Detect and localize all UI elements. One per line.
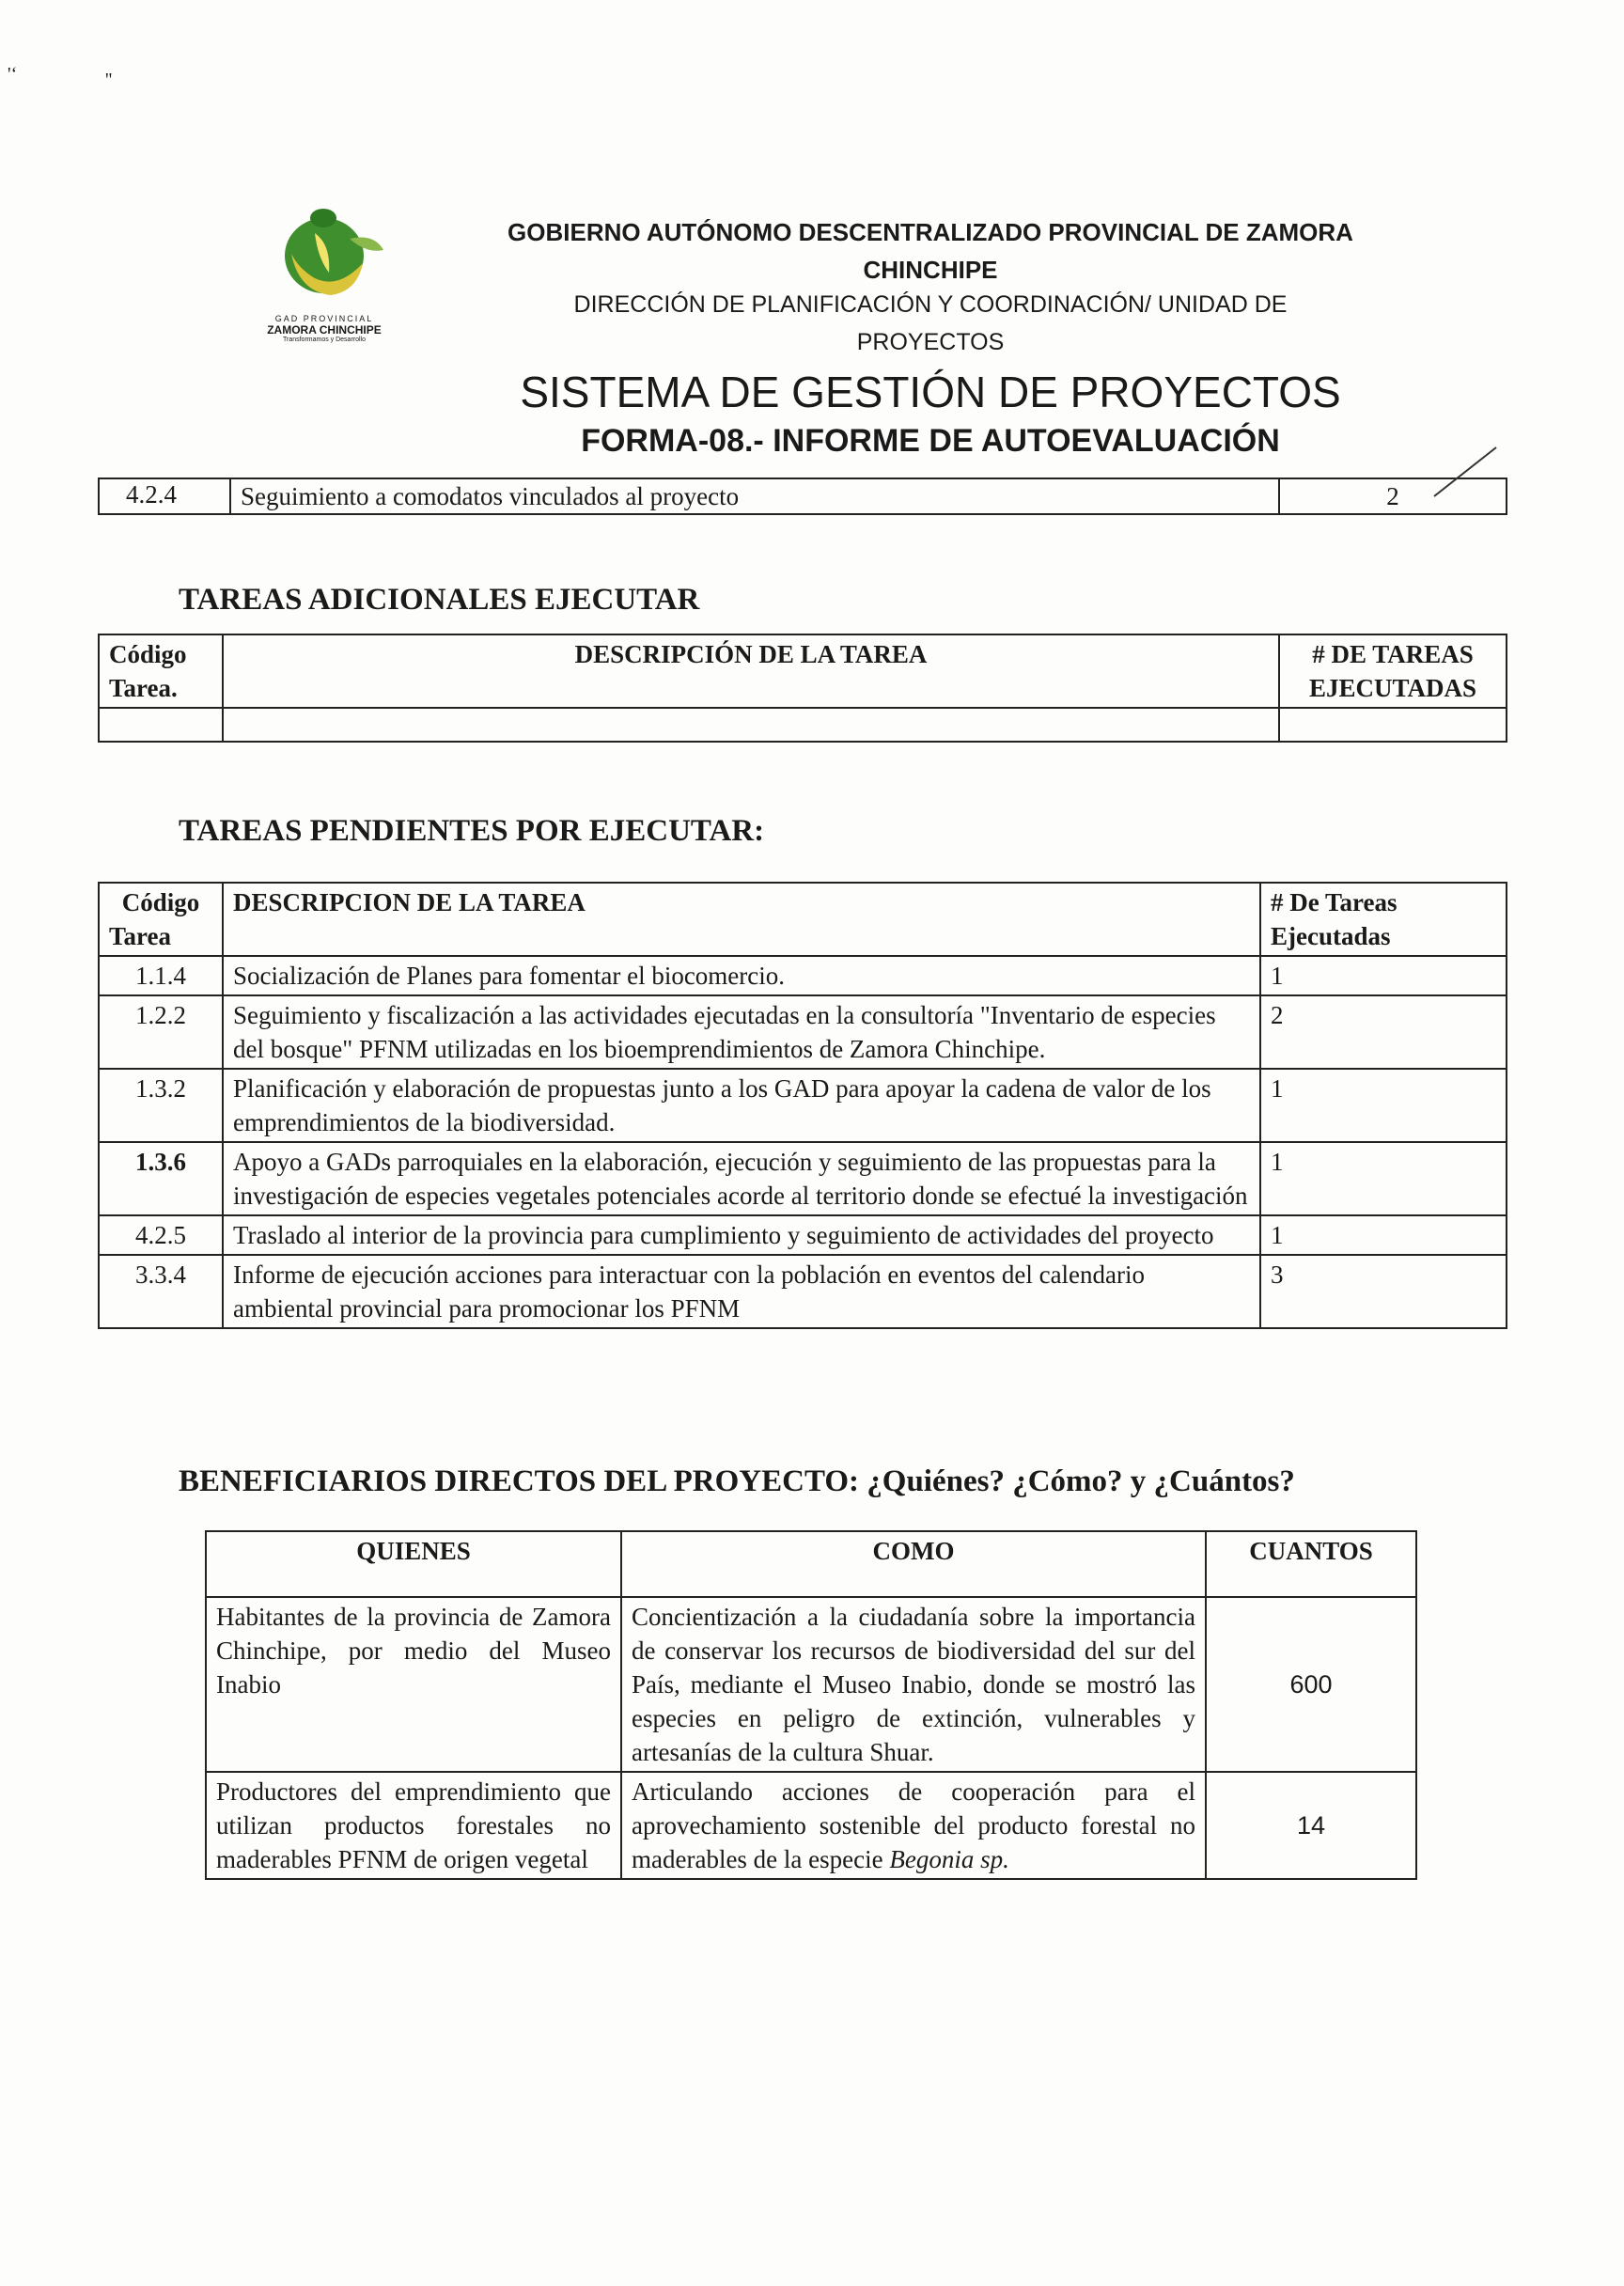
col-who: QUIENES xyxy=(206,1531,621,1597)
task-description: Apoyo a GADs parroquiales en la elaboración, ejecución y seguimiento de las propuestas para la investigación de especies vegetales potenciales acorde al territorio donde se efectué la investigación xyxy=(223,1142,1260,1215)
col-description: DESCRIPCIÓN DE LA TAREA xyxy=(223,634,1279,708)
task-code: 4.2.4 xyxy=(99,478,230,514)
logo-line-3: Transformamos y Desarrollo xyxy=(282,337,367,343)
table-row-empty xyxy=(99,708,1507,742)
col-count: CUANTOS xyxy=(1206,1531,1416,1597)
beneficiary-count-value: 14 xyxy=(1296,1811,1326,1840)
beneficiary-count-value: 600 xyxy=(1289,1670,1333,1699)
col-code-line-2: Tarea. xyxy=(109,674,178,702)
pending-tasks-table xyxy=(98,882,1507,1329)
beneficiary-how-text: Articulando acciones de cooperación para el aprovechamiento sostenible del producto forestal no maderables de la especie xyxy=(632,1777,1195,1873)
logo-emblem-icon xyxy=(226,197,423,315)
additional-tasks-table xyxy=(98,634,1507,743)
col-description: DESCRIPCION DE LA TAREA xyxy=(223,883,1260,956)
col-count-line-2: Ejecutadas xyxy=(1271,922,1391,950)
header-line-1: GOBIERNO AUTÓNOMO DESCENTRALIZADO PROVINCIAL DE ZAMORA xyxy=(508,218,1353,246)
table-header-row xyxy=(99,634,1507,708)
table-row xyxy=(206,1597,1416,1772)
beneficiaries-title: BENEFICIARIOS DIRECTOS DEL PROYECTO: ¿Quiénes? ¿Cómo? y ¿Cuántos? xyxy=(179,1464,1295,1498)
additional-tasks-title: TAREAS ADICIONALES EJECUTAR xyxy=(179,583,700,617)
system-title: SISTEMA DE GESTIÓN DE PROYECTOS xyxy=(520,368,1341,416)
beneficiary-who: Productores del emprendimiento que utilizan productos forestales no maderables PFNM de origen vegetal xyxy=(206,1772,621,1879)
header-line-2: CHINCHIPE xyxy=(863,256,998,284)
task-description: Planificación y elaboración de propuestas junto a los GAD para apoyar la cadena de valor de los emprendimientos de la biodiversidad. xyxy=(223,1069,1260,1142)
table-row xyxy=(99,1142,1507,1215)
col-count-line-1: # De Tareas xyxy=(1271,888,1398,916)
col-code-line-1: Código xyxy=(121,888,200,916)
beneficiary-who: Habitantes de la provincia de Zamora Chinchipe, por medio del Museo Inabio xyxy=(206,1597,621,1772)
logo-line-2: ZAMORA CHINCHIPE xyxy=(267,323,382,337)
col-code xyxy=(99,883,223,956)
pending-tasks-title: TAREAS PENDIENTES POR EJECUTAR: xyxy=(179,814,765,848)
logo xyxy=(226,197,423,348)
scan-mark-right: '' xyxy=(105,70,113,90)
task-count: 1 xyxy=(1260,1215,1507,1255)
table-row xyxy=(99,1255,1507,1328)
task-description: Socialización de Planes para fomentar el biocomercio. xyxy=(223,956,1260,995)
task-count: 3 xyxy=(1260,1255,1507,1328)
beneficiaries-table xyxy=(205,1530,1417,1880)
table-header-row xyxy=(99,883,1507,956)
task-count: 1 xyxy=(1260,956,1507,995)
col-code xyxy=(99,634,223,708)
header-line-3: DIRECCIÓN DE PLANIFICACIÓN Y COORDINACIÓN/ UNIDAD DE xyxy=(573,291,1288,318)
empty-cell xyxy=(99,708,223,742)
task-code: 3.3.4 xyxy=(99,1255,223,1328)
header-line-4: PROYECTOS xyxy=(856,329,1005,355)
form-title: FORMA-08.- INFORME DE AUTOEVALUACIÓN xyxy=(581,423,1280,459)
task-count: 1 xyxy=(1260,1069,1507,1142)
col-how: COMO xyxy=(621,1531,1206,1597)
col-code-line-1: Código xyxy=(109,640,187,668)
logo-line-1: GAD PROVINCIAL xyxy=(274,314,374,323)
col-count xyxy=(1279,634,1507,708)
task-count: 2 xyxy=(1279,478,1507,514)
task-count: 2 xyxy=(1260,995,1507,1069)
table-row xyxy=(99,995,1507,1069)
empty-cell xyxy=(223,708,1279,742)
col-count-line-1: # DE TAREAS xyxy=(1312,640,1474,668)
task-code: 1.3.6 xyxy=(99,1142,223,1215)
table-row xyxy=(99,1215,1507,1255)
task-description: Seguimiento y fiscalización a las actividades ejecutadas en la consultoría "Inventario de especies del bosque" PFNM utilizadas en los bioemprendimientos de Zamora Chinchipe. xyxy=(223,995,1260,1069)
scan-mark-left: 'ʻ xyxy=(8,64,18,85)
empty-cell xyxy=(1279,708,1507,742)
table-row xyxy=(99,1069,1507,1142)
table-row xyxy=(206,1772,1416,1879)
task-description: Traslado al interior de la provincia para cumplimiento y seguimiento de actividades del proyecto xyxy=(223,1215,1260,1255)
task-code: 4.2.5 xyxy=(99,1215,223,1255)
task-code: 1.1.4 xyxy=(99,956,223,995)
beneficiary-how: Concientización a la ciudadanía sobre la importancia de conservar los recursos de biodiversidad del sur del País, mediante el Museo Inabio, donde se mostró las especies en peligro de extinción, vulnerables y artesanías de la cultura Shuar. xyxy=(621,1597,1206,1772)
task-count: 1 xyxy=(1260,1142,1507,1215)
check-mark-icon xyxy=(1429,442,1504,508)
continuation-row-table xyxy=(98,478,1507,515)
table-header-row xyxy=(206,1531,1416,1597)
task-code: 1.2.2 xyxy=(99,995,223,1069)
task-description: Informe de ejecución acciones para interactuar con la población en eventos del calendario ambiental provincial para promocionar los PFNM xyxy=(223,1255,1260,1328)
task-code: 1.3.2 xyxy=(99,1069,223,1142)
col-code-line-2: Tarea xyxy=(109,922,172,950)
table-row xyxy=(99,956,1507,995)
beneficiary-count xyxy=(1206,1772,1416,1879)
task-description: Seguimiento a comodatos vinculados al proyecto xyxy=(230,478,1279,514)
table-row xyxy=(99,478,1507,514)
beneficiary-count xyxy=(1206,1597,1416,1772)
col-count xyxy=(1260,883,1507,956)
col-count-line-2: EJECUTADAS xyxy=(1308,674,1477,702)
species-name: Begonia sp. xyxy=(889,1845,1009,1873)
beneficiary-how xyxy=(621,1772,1206,1879)
